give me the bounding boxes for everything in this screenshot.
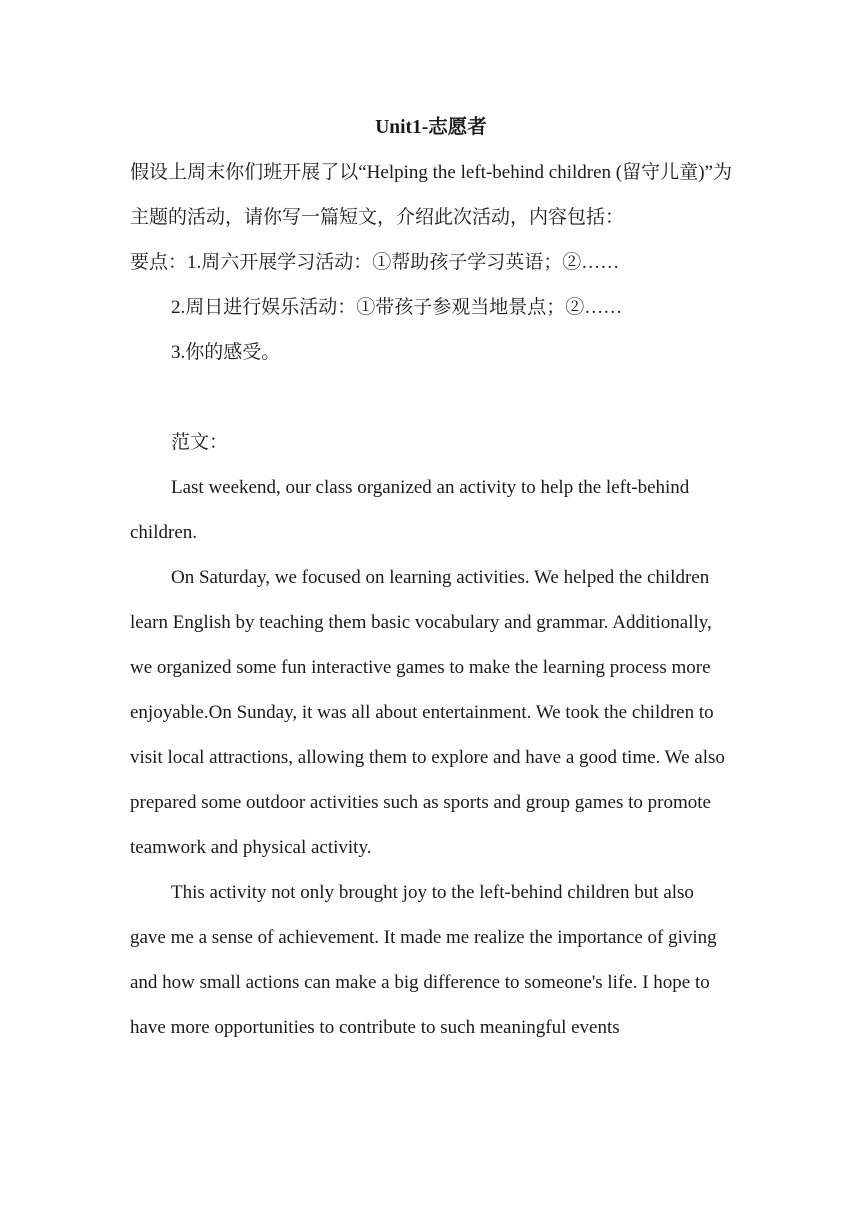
model-essay-label: 范文： [171,432,229,453]
document-title: Unit1-志愿者 [375,117,487,138]
model-essay [130,465,732,1050]
essay-paragraph-3: This activity not only brought joy to the left-behind children but also gave me a sense of achievement. It made me realize the importance of giving and how small actions can make a big difference to someone's life. I hope to have more opportunities to contribute to such meaningful events [130,882,717,1038]
document-page [130,112,732,1050]
prompt-point-3: 3.你的感受。 [171,342,281,363]
prompt-point-2: 2.周日进行娱乐活动：①带孩子参观当地景点；②…… [171,297,623,318]
essay-paragraph-1: Last weekend, our class organized an activity to help the left-behind children. [130,477,690,543]
essay-paragraph-2: On Saturday, we focused on learning activities. We helped the children learn English by teaching them basic vocabulary and grammar. Additionally, we organized some fun interactive games to make the learning process more enjoyable.On Sunday, it was all about entertainment. We took the children to visit local attractions, allowing them to explore and have a good time. We also prepared some outdoor activities such as sports and group games to promote teamwork and physical activity. [130,567,725,858]
prompt-point-1: 要点：1.周六开展学习活动：①帮助孩子学习英语；②…… [130,252,620,273]
prompt-intro: 假设上周末你们班开展了以“Helping the left-behind children (留守儿童)”为主题的活动，请你写一篇短文，介绍此次活动，内容包括： [130,162,732,228]
blank-line [130,375,732,420]
